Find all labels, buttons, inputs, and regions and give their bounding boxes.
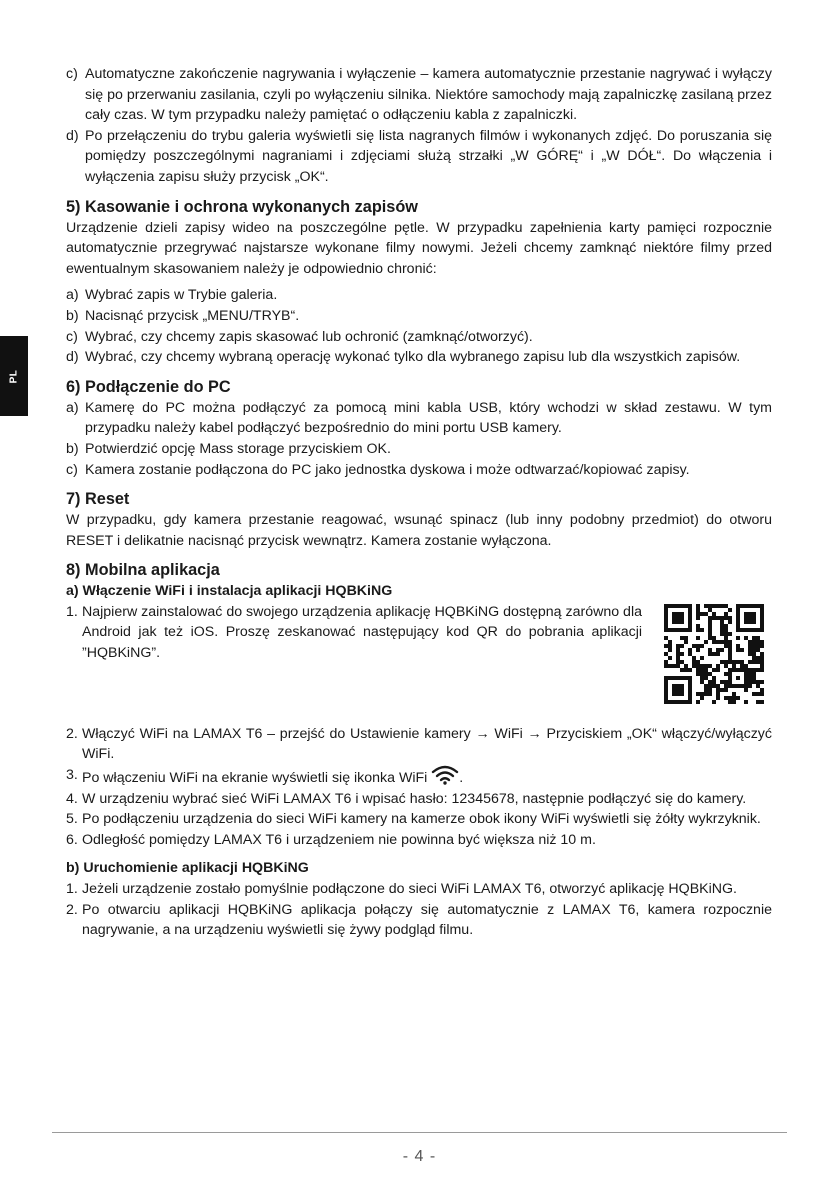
list-item: [66, 900, 772, 941]
list-marker: c): [66, 66, 78, 82]
language-tab: [0, 336, 28, 416]
list-text: Odległość pomiędzy LAMAX T6 i urządzeniem nie powinna być większa niż 10 m.: [82, 831, 596, 848]
section-paragraph: W przypadku, gdy kamera przestanie reagować, wsunąć spinacz (lub inny podobny przedmiot) do otworu RESET i delikatnie nacisnąć przycisk wewnątrz. Kamera zostanie wyłączona.: [66, 512, 772, 549]
section-heading-pc-connection: 6) Podłączenie do PC: [66, 377, 231, 396]
list-item: [66, 460, 772, 481]
language-tab-label: PL: [8, 369, 20, 383]
list-item: [66, 602, 642, 664]
list-marker: c): [66, 328, 78, 345]
page-content: [66, 64, 772, 941]
list-marker: a): [66, 399, 79, 416]
list-text: Po włączeniu WiFi na ekranie wyświetli się ikonka WiFi: [82, 770, 428, 787]
list-text: Po otwarciu aplikacji HQBKiNG aplikacja połączy się automatycznie z LAMAX T6, kamera rozpocznie nagrywanie, a na urządzeniu wyświetli się żywy podgląd filmu.: [82, 901, 772, 939]
list-text: Kamera zostanie podłączona do PC jako jednostka dyskowa i może odtwarzać/kopiować zapisy.: [85, 461, 690, 478]
list-item: [66, 306, 772, 327]
list-item: [66, 64, 772, 126]
list-marker: 2.: [66, 901, 78, 918]
section-heading-reset: 7) Reset: [66, 490, 130, 509]
qr-block: [66, 602, 772, 724]
list-item: [66, 327, 772, 348]
list-text: Włączyć WiFi na LAMAX T6 – przejść do Ustawienie kamery → WiFi → Przyciskiem „OK“ włączyć/wyłączyć WiFi.: [82, 725, 772, 763]
section-paragraph: Urządzenie dzieli zapisy wideo na poszczególne pętle. W przypadku zapełnienia karty pamięci rozpocznie automatycznie przegrywać najstarsze wykonane filmy nowymi. Jeżeli chcemy zamknąć niektóre filmy przed ewentualnym skasowaniem należy je odpowiednio chronić:: [66, 219, 772, 277]
list-marker: 5.: [66, 811, 78, 828]
list-text: Jeżeli urządzenie zostało pomyślnie podłączone do sieci WiFi LAMAX T6, otworzyć aplikację HQBKiNG.: [82, 881, 738, 898]
list-item: [66, 347, 772, 368]
list-item: [66, 789, 772, 810]
list-marker: 1.: [66, 603, 78, 620]
list-marker: d): [66, 349, 79, 366]
list-item: [66, 765, 772, 789]
list-text: Wybrać zapis w Trybie galeria.: [85, 287, 278, 304]
list-item: [66, 285, 772, 306]
list-text-end: .: [459, 770, 464, 787]
list-marker: 1.: [66, 881, 78, 898]
list-marker: 3.: [66, 767, 78, 784]
section-heading-mobile-app: 8) Mobilna aplikacja: [66, 561, 220, 580]
list-item: [66, 809, 772, 830]
list-text: Po podłączeniu urządzenia do sieci WiFi kamery na kamerze obok ikony WiFi wyświetli się żółty wykrzyknik.: [82, 811, 761, 828]
list-text: Wybrać, czy chcemy zapis skasować lub ochronić (zamknąć/otworzyć).: [85, 328, 533, 345]
qr-code-image: [664, 604, 764, 704]
subsection-heading-wifi: a) Włączenie WiFi i instalacja aplikacji HQBKiNG: [66, 583, 393, 600]
list-text: Najpierw zainstalować do swojego urządzenia aplikację HQBKiNG dostępną zarówno dla Android jak też iOS. Proszę zeskanować następujący kod QR do pobrania aplikacji ”HQBKiNG”.: [82, 603, 642, 662]
list-marker: d): [66, 127, 79, 144]
list-item: [66, 879, 772, 900]
list-marker: b): [66, 307, 79, 324]
page-number: - 4 -: [402, 1148, 437, 1165]
list-text: Automatyczne zakończenie nagrywania i wyłączenie – kamera automatycznie przestanie nagrywać i wyłączy się po przerwaniu zasilania, czyli po wyłączeniu silnika. Niektóre samochody mają zapalniczkę zasilaną przez cały czas. W tym przypadku należy pamiętać o odłączeniu kabla z zapalniczki.: [85, 66, 772, 124]
list-text: Kamerę do PC można podłączyć za pomocą mini kabla USB, który wchodzi w skład zestawu. W tym przypadku należy kabel podłączyć bezpośrednio do mini portu USB kamery.: [85, 399, 772, 437]
list-item: [66, 126, 772, 188]
list-text: Po przełączeniu do trybu galeria wyświetli się lista nagranych filmów i wykonanych zdjęć. Do poruszania się pomiędzy poszczególnymi nagraniami i zdjęciami służą strzałki „W GÓRĘ“ i „W DÓŁ“. Do włączenia i wyłączenia zapisu służy przycisk „OK“.: [85, 127, 772, 185]
list-marker: 6.: [66, 831, 78, 848]
list-item: [66, 398, 772, 439]
list-marker: c): [66, 461, 78, 478]
list-text: W urządzeniu wybrać sieć WiFi LAMAX T6 i wpisać hasło: 12345678, następnie podłączyć się do kamery.: [82, 790, 747, 807]
list-marker: 2.: [66, 725, 78, 742]
list-text: Nacisnąć przycisk „MENU/TRYB“.: [85, 307, 300, 324]
list-item: [66, 724, 772, 765]
footer-divider: [52, 1132, 787, 1133]
section-heading-delete-protect: 5) Kasowanie i ochrona wykonanych zapisów: [66, 197, 418, 216]
list-marker: a): [66, 287, 79, 304]
list-text: Wybrać, czy chcemy wybraną operację wykonać tylko dla wybranego zapisu lub dla wszystkich zapisów.: [85, 349, 741, 366]
wifi-icon: [431, 765, 459, 785]
list-item: [66, 830, 772, 851]
list-marker: 4.: [66, 790, 78, 807]
list-text: Potwierdzić opcję Mass storage przyciskiem OK.: [85, 440, 391, 457]
subsection-heading-run-app: b) Uruchomienie aplikacji HQBKiNG: [66, 860, 309, 877]
list-item: [66, 439, 772, 460]
list-marker: b): [66, 440, 79, 457]
